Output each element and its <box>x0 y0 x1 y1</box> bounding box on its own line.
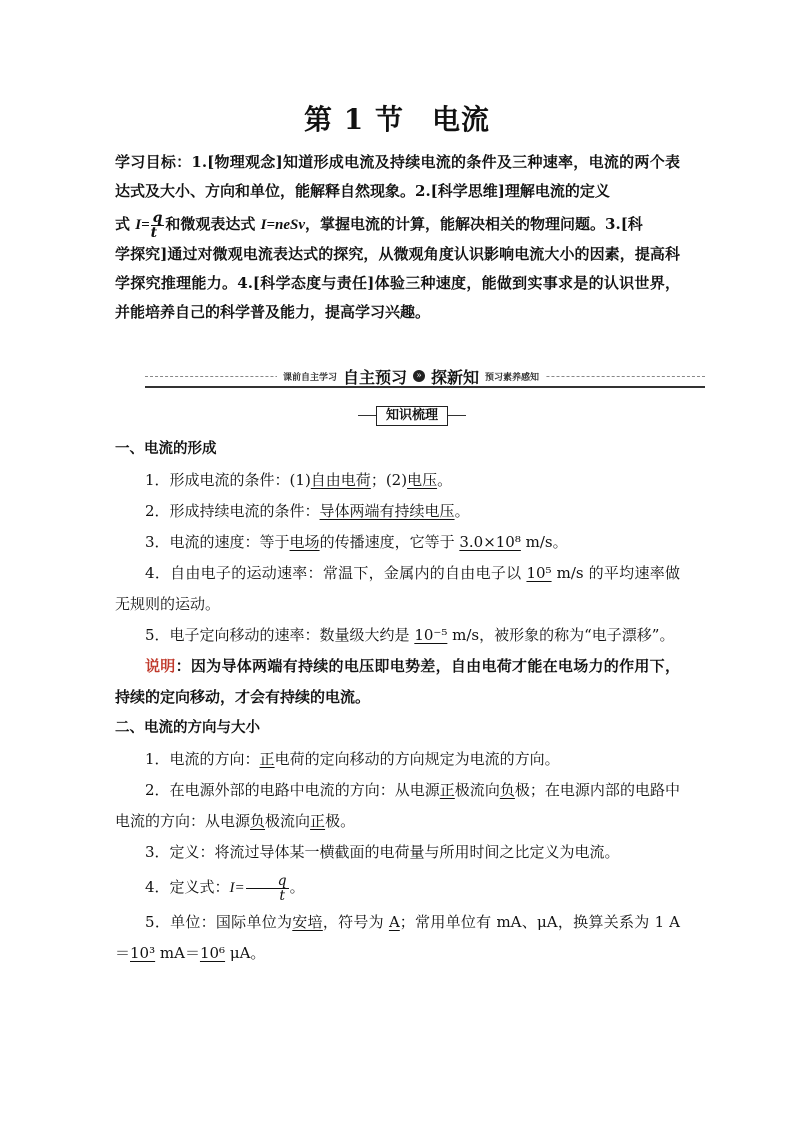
item-text: 极流向 <box>454 781 500 799</box>
list-item <box>115 620 680 651</box>
item-text: 的传播速度，它等于 <box>319 533 460 551</box>
formula-microscopic: I=neSv <box>260 217 306 233</box>
banner-solid-rule <box>145 386 705 388</box>
note-text: ：因为导体两端有持续的电压即电势差，自由电荷才能在电场力的作用下，持续的定向移动，才会有持续的电流。 <box>115 657 680 706</box>
banner-left-text: 课前自主学习 <box>283 372 338 383</box>
item-text: 极。 <box>325 812 356 830</box>
learning-objectives <box>115 148 680 327</box>
list-item <box>115 907 680 969</box>
item-text: 。 <box>289 878 305 896</box>
underlined-answer: 10⁵ <box>526 564 552 582</box>
badge-label: 知识梳理 <box>376 406 448 426</box>
underlined-answer: 正 <box>259 750 275 768</box>
fraction-denominator: t <box>150 224 158 241</box>
list-item <box>115 744 680 775</box>
fraction-denominator: t <box>279 887 285 904</box>
item-text: μA。 <box>225 944 266 962</box>
section-name: 电流 <box>431 103 490 136</box>
objectives-para-2 <box>115 210 680 240</box>
item-text: 4．定义式： <box>145 878 230 896</box>
item-text: 2．在电源外部的电路中电流的方向：从电源 <box>145 781 440 799</box>
list-item <box>115 527 680 558</box>
underlined-answer: 负 <box>250 812 266 830</box>
item-text: 极；在电源内部的电路中电流的方向：从电源 <box>115 781 680 830</box>
list-item <box>115 496 680 527</box>
item-text: 3．电流的速度：等于 <box>145 533 290 551</box>
objectives-text: 和微观表达式 <box>165 215 261 233</box>
section-heading-2: 二、电流的方向与大小 <box>115 720 260 736</box>
note-label: 说明 <box>145 657 176 675</box>
underlined-answer: 负 <box>499 781 515 799</box>
item-text: 。 <box>437 471 453 489</box>
underlined-answer: 自由电荷 <box>310 471 371 489</box>
item-text: m/s 的平均速率做无规则的运动。 <box>115 564 680 613</box>
objectives-para-3: 学探究]通过对微观电流表达式的探究，从微观角度认识影响电流大小的因素，提高科学探究推理能力。4.[科学态度与责任]体验三种速度，能做到实事求是的认识世界，并能培养自己的科学普及能力，提高学习兴趣。 <box>115 245 680 321</box>
underlined-answer: 安培 <box>292 913 323 931</box>
item-text: 电荷的定向移动的方向规定为电流的方向。 <box>274 750 560 768</box>
section-heading-1: 一、电流的形成 <box>115 441 217 457</box>
item-text: mA＝ <box>155 944 200 962</box>
item-text: m/s。 <box>520 533 568 551</box>
item-text: m/s，被形象的称为“电子漂移”。 <box>447 626 675 644</box>
fraction-q-over-t <box>246 874 289 903</box>
item-text: 5．单位：国际单位为 <box>145 913 293 931</box>
section-number: 第 1 节 <box>304 103 404 136</box>
item-text: ；常用单位有 mA、μA，换算关系为 1 A＝ <box>115 913 680 962</box>
underlined-answer: 正 <box>439 781 455 799</box>
underlined-answer: 10⁻⁵ <box>414 626 448 644</box>
item-text: 4．自由电子的运动速率：常温下，金属内的自由电子以 <box>145 564 527 582</box>
page-title <box>0 98 794 138</box>
objectives-para-1: 学习目标：1.[物理观念]知道形成电流及持续电流的条件及三种速率，电流的两个表达式及大小、方向和单位，能解释自然现象。2.[科学思维]理解电流的定义 <box>115 153 680 200</box>
list-item: 3．定义：将流过导体某一横截面的电荷量与所用时间之比定义为电流。 <box>145 843 620 861</box>
formula-i-equals: I= <box>135 217 150 233</box>
item-text: 5．电子定向移动的速率：数量级大约是 <box>145 626 415 644</box>
underlined-answer: 导体两端有持续电压 <box>319 502 455 520</box>
note-paragraph <box>115 651 680 713</box>
underlined-answer: 10³ <box>130 944 156 962</box>
item-text: 1．电流的方向： <box>145 750 260 768</box>
fraction-numerator: q <box>152 209 163 226</box>
knowledge-content <box>115 434 680 969</box>
item-text: 极流向 <box>265 812 311 830</box>
banner-main-text-2: 探新知 <box>431 367 480 387</box>
item-text: ；(2) <box>370 471 408 489</box>
objectives-text: 式 <box>115 215 136 233</box>
item-text: 1．形成电流的条件：(1) <box>145 471 311 489</box>
fraction-q-over-t <box>151 211 165 240</box>
list-item <box>115 558 680 620</box>
item-text: 2．形成持续电流的条件： <box>145 502 320 520</box>
underlined-answer: 3.0×10⁸ <box>459 533 521 551</box>
list-item <box>115 775 680 837</box>
section-banner <box>145 366 705 388</box>
formula-i-equals: I= <box>229 880 245 896</box>
double-arrow-icon: » <box>413 370 425 382</box>
banner-label <box>277 366 545 386</box>
item-text: ，符号为 <box>322 913 389 931</box>
underlined-answer: 电压 <box>407 471 438 489</box>
underlined-answer: A <box>388 913 400 931</box>
underlined-answer: 电场 <box>289 533 320 551</box>
item-text: 。 <box>454 502 470 520</box>
banner-main-text-1: 自主预习 <box>343 367 408 387</box>
underlined-answer: 10⁶ <box>199 944 226 962</box>
knowledge-badge <box>358 406 466 426</box>
underlined-answer: 正 <box>310 812 326 830</box>
banner-right-text: 预习素养感知 <box>485 372 540 383</box>
list-item <box>115 868 680 907</box>
list-item <box>115 465 680 496</box>
fraction-numerator: q <box>246 874 289 889</box>
objectives-text: ，掌握电流的计算，能解决相关的物理问题。3.[科 <box>305 215 643 233</box>
